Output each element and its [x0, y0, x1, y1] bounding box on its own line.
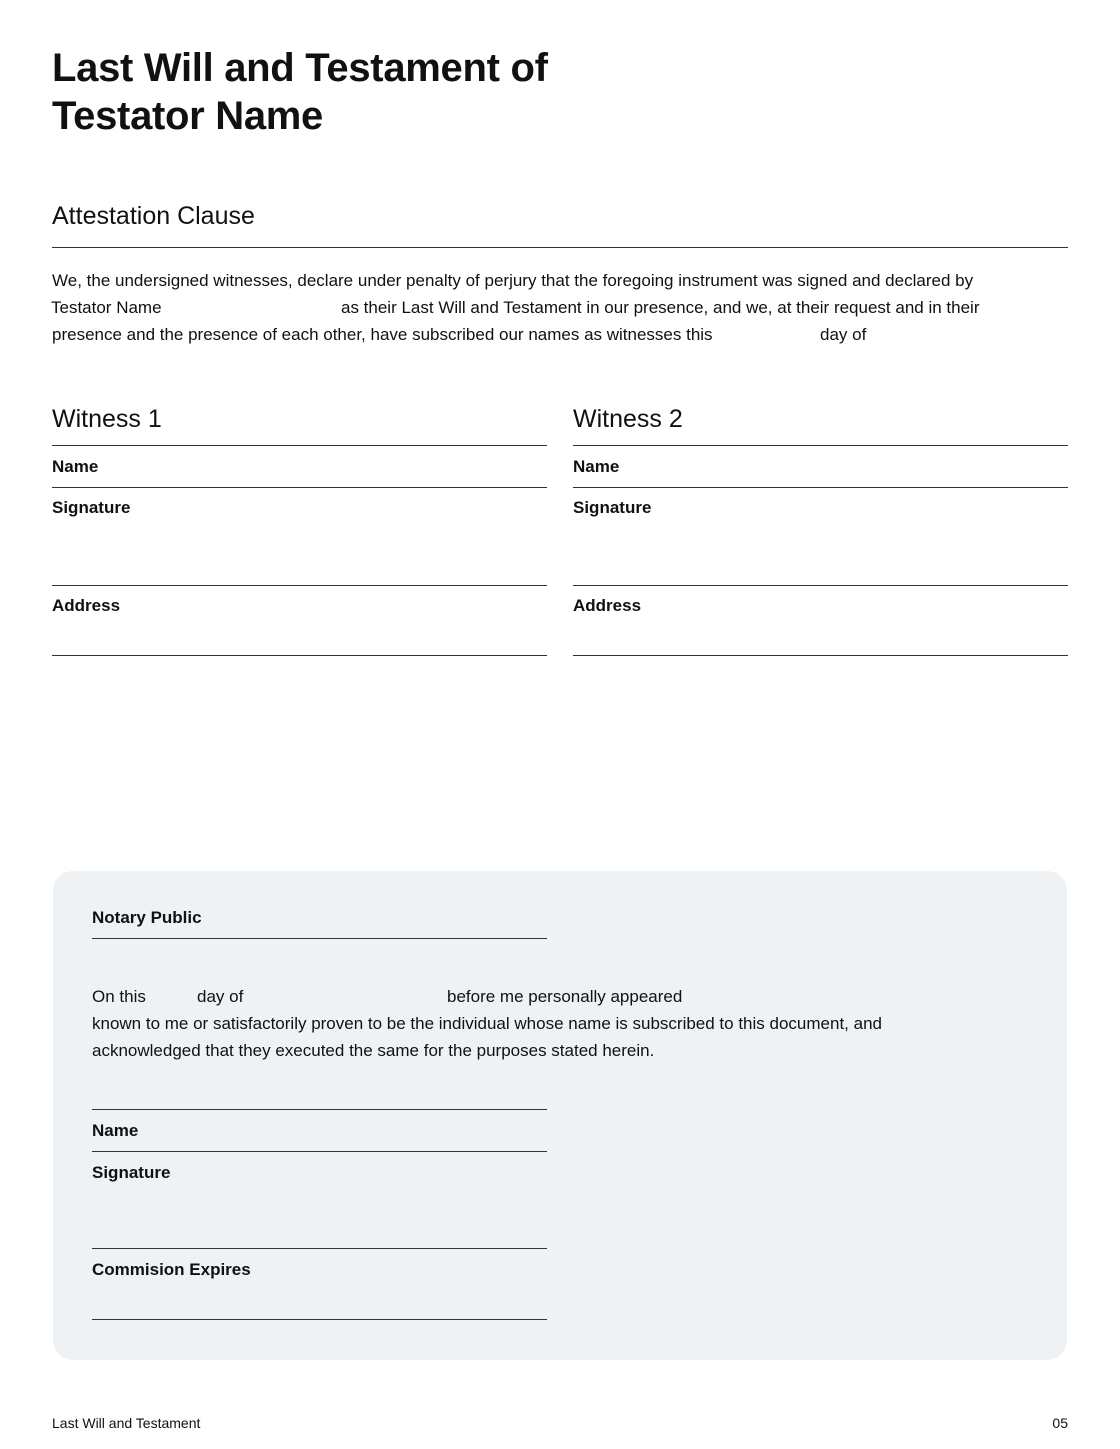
witness-2-name-line: [573, 487, 1068, 488]
attestation-line-2: as their Last Will and Testament in our presence, and we, at their request and in their: [341, 298, 980, 317]
notary-day-of: day of: [197, 987, 244, 1006]
notary-signature-field[interactable]: Signature: [92, 1163, 171, 1182]
witness-2-address-line: [573, 655, 1068, 656]
witness-2-heading: Witness 2: [573, 405, 683, 433]
attestation-testator-name-field[interactable]: Testator Name: [51, 298, 162, 317]
witness-1-heading: Witness 1: [52, 405, 162, 433]
notary-name-field[interactable]: Name: [92, 1121, 139, 1140]
notary-signature-line: [92, 1248, 547, 1249]
witness-1-address-field[interactable]: Address: [52, 596, 121, 615]
witness-1-name-line: [52, 487, 547, 488]
notary-name-line: [92, 1151, 547, 1152]
notary-line-2: known to me or satisfactorily proven to be the individual whose name is subscribed to this document, and: [92, 1014, 882, 1033]
witness-2-signature-line: [573, 585, 1068, 586]
witness-1-name-field[interactable]: Name: [52, 457, 99, 476]
notary-commission-line: [92, 1319, 547, 1320]
attestation-line-1: We, the undersigned witnesses, declare under penalty of perjury that the foregoing instrument was signed and declared by: [52, 271, 974, 290]
notary-public-line: [92, 938, 547, 939]
witness-2-heading-divider: [573, 445, 1068, 446]
title-line-1: Last Will and Testament of: [52, 46, 548, 90]
notary-public-field[interactable]: Notary Public: [92, 908, 202, 927]
witness-1-address-line: [52, 655, 547, 656]
witness-1-signature-field[interactable]: Signature: [52, 498, 131, 517]
footer-title: Last Will and Testament: [52, 1415, 201, 1431]
witness-2-name-field[interactable]: Name: [573, 457, 620, 476]
notary-panel: [53, 871, 1067, 1360]
witness-2-address-field[interactable]: Address: [573, 596, 642, 615]
title-line-2: Testator Name: [52, 94, 324, 138]
notary-line-3: acknowledged that they executed the same for the purposes stated herein.: [92, 1041, 655, 1060]
notary-before-me: before me personally appeared: [447, 987, 683, 1006]
attestation-line-3: presence and the presence of each other, have subscribed our names as witnesses this: [52, 325, 713, 344]
witness-2-signature-field[interactable]: Signature: [573, 498, 652, 517]
witness-1-signature-line: [52, 585, 547, 586]
notary-top-line: [92, 1109, 547, 1110]
attestation-heading: Attestation Clause: [52, 202, 255, 230]
witness-1-heading-divider: [52, 445, 547, 446]
document-title: [52, 44, 548, 140]
attestation-divider: [52, 247, 1068, 248]
notary-on-this: On this: [92, 987, 146, 1006]
attestation-day-of: day of: [820, 325, 867, 344]
notary-commission-field[interactable]: Commision Expires: [92, 1260, 251, 1279]
page-number: 05: [1052, 1415, 1068, 1431]
